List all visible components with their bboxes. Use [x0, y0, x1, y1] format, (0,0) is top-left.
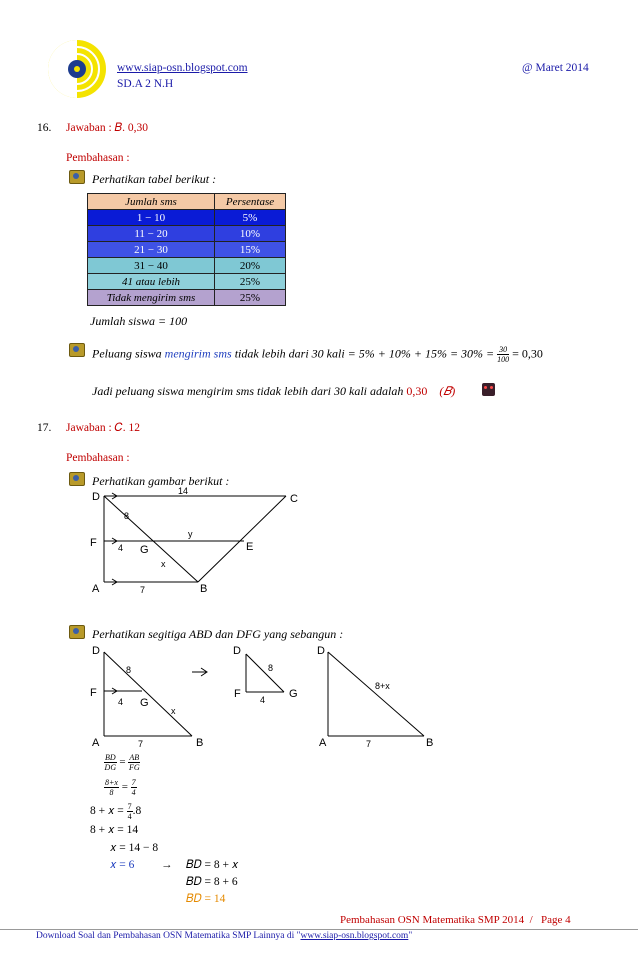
table-cell: 31 − 40 — [88, 258, 215, 274]
label-C: C — [290, 493, 298, 505]
len-14: 14 — [178, 486, 189, 496]
eq-line-6b: 𝐵𝐷 = 8 + 𝑥 — [186, 859, 239, 871]
eq-line-8: 𝐵𝐷 = 14 — [186, 893, 226, 905]
site-logo — [46, 38, 108, 100]
footer-close-quote: " — [408, 931, 413, 941]
label-G: G — [140, 697, 149, 709]
len-7: 7 — [366, 739, 372, 749]
table-row — [88, 258, 286, 274]
label-E: E — [246, 541, 254, 553]
q17-pembahasan: Pembahasan : — [66, 452, 130, 464]
header-date: @ Maret 2014 — [522, 62, 589, 74]
sms-table — [87, 193, 286, 306]
label-A: A — [319, 737, 327, 749]
footer-download — [36, 931, 412, 941]
conclusion-option: (𝐵) — [439, 384, 456, 398]
table-header: Jumlah sms — [88, 194, 215, 210]
peluang-highlight: mengirim sms — [164, 346, 232, 361]
label-G: G — [140, 544, 149, 556]
q16-pembahasan: Pembahasan : — [66, 152, 130, 164]
eq-ratio-2: $\frac{8+x}{8}$ = $\frac{7}{4}$ — [105, 778, 136, 797]
emoticon-icon — [482, 383, 495, 396]
table-header: Persentase — [215, 194, 286, 210]
eq-ratio-1: $\frac{BD}{DG}$ = $\frac{AB}{FG}$ — [104, 753, 140, 772]
len-4: 4 — [118, 697, 124, 707]
table-cell: 25% — [215, 290, 286, 306]
q17-intro2: Perhatikan segitiga ABD dan DFG yang sebangun : — [92, 627, 344, 641]
q16-total: Jumlah siswa = 100 — [90, 314, 188, 328]
eq-line-7: 𝐵𝐷 = 8 + 6 — [186, 876, 238, 888]
fraction: $\frac{30}{100}$ — [497, 345, 510, 364]
label-F: F — [90, 537, 97, 549]
len-y: y — [188, 529, 193, 539]
table-row — [88, 226, 286, 242]
label-A: A — [92, 737, 100, 749]
len-8: 8 — [124, 511, 130, 521]
conclusion-text: Jadi peluang siswa mengirim sms tidak lebih dari 30 kali adalah — [92, 384, 404, 398]
label-D: D — [317, 645, 325, 657]
label-D: D — [92, 645, 100, 657]
footer-download-text: Download Soal dan Pembahasan OSN Matematika SMP Lainnya di " — [36, 931, 301, 941]
len-7: 7 — [138, 739, 144, 749]
bullet-icon — [69, 170, 85, 184]
table-cell: 11 − 20 — [88, 226, 215, 242]
label-G: G — [289, 688, 298, 700]
footer-page: Page 4 — [540, 914, 571, 926]
line-BC — [198, 496, 286, 582]
table-cell: 5% — [215, 210, 286, 226]
len-8x: 8+x — [375, 681, 390, 691]
q16-conclusion — [92, 384, 455, 399]
table-row — [88, 242, 286, 258]
similar-triangles-figure — [86, 640, 446, 750]
header-author: SD.A 2 N.H — [117, 78, 174, 90]
bullet-icon — [69, 343, 85, 357]
table-cell: 21 − 30 — [88, 242, 215, 258]
peluang-text: tidak lebih dari 30 kali = 5% + 10% + 15% = 30% = — [231, 346, 495, 361]
footer-link[interactable]: www.siap-osn.blogspot.com — [300, 931, 409, 941]
len-7: 7 — [140, 585, 146, 595]
table-row — [88, 290, 286, 306]
bullet-icon — [69, 472, 85, 486]
len-4: 4 — [118, 543, 124, 553]
table-cell: 41 atau lebih — [88, 274, 215, 290]
table-cell: 25% — [215, 274, 286, 290]
q16-answer: Jawaban : 𝐵. 0,30 — [66, 122, 149, 134]
q17-number: 17. — [37, 422, 52, 434]
peluang-result: = 0,30 — [512, 346, 543, 361]
table-cell: 1 − 10 — [88, 210, 215, 226]
arrow-icon: → — [161, 859, 173, 871]
label-B: B — [196, 737, 204, 749]
table-cell: 10% — [215, 226, 286, 242]
q16-intro: Perhatikan tabel berikut : — [92, 172, 217, 186]
eq-line-4: 8 + 𝑥 = 14 — [90, 824, 139, 836]
eq-line-6a: 𝑥 = 6 — [110, 859, 135, 871]
label-B: B — [200, 583, 208, 595]
label-F: F — [234, 688, 241, 700]
conclusion-value: 0,30 — [406, 384, 428, 398]
footer-page-info — [340, 914, 571, 926]
label-A: A — [92, 583, 100, 595]
footer-divider — [0, 929, 638, 930]
trapezoid-figure — [86, 486, 316, 598]
q16-peluang — [92, 345, 543, 364]
peluang-text: Peluang siswa — [92, 346, 165, 361]
line-DB — [104, 496, 198, 582]
eq-line-5: 𝑥 = 14 − 8 — [110, 842, 159, 854]
len-4: 4 — [260, 695, 266, 705]
q16-number: 16. — [37, 122, 52, 134]
len-8: 8 — [268, 663, 274, 673]
len-x: x — [161, 559, 166, 569]
table-cell: Tidak mengirim sms — [88, 290, 215, 306]
label-D: D — [233, 645, 241, 657]
footer-sep: / — [529, 914, 533, 926]
footer-title: Pembahasan OSN Matematika SMP 2014 — [340, 914, 525, 926]
len-8: 8 — [126, 665, 132, 675]
table-cell: 15% — [215, 242, 286, 258]
table-row — [88, 274, 286, 290]
eq-line-3: 8 + 𝑥 = $\frac{7}{4}$ .8 — [90, 802, 142, 821]
bullet-icon — [69, 625, 85, 639]
label-F: F — [90, 687, 97, 699]
q17-answer: Jawaban : 𝐶. 12 — [66, 422, 140, 434]
header-site-link[interactable]: www.siap-osn.blogspot.com — [117, 62, 248, 74]
table-row — [88, 210, 286, 226]
label-B: B — [426, 737, 434, 749]
len-x: x — [171, 706, 176, 716]
table-cell: 20% — [215, 258, 286, 274]
q17-intro: Perhatikan gambar berikut : — [92, 474, 230, 488]
label-D: D — [92, 491, 100, 503]
